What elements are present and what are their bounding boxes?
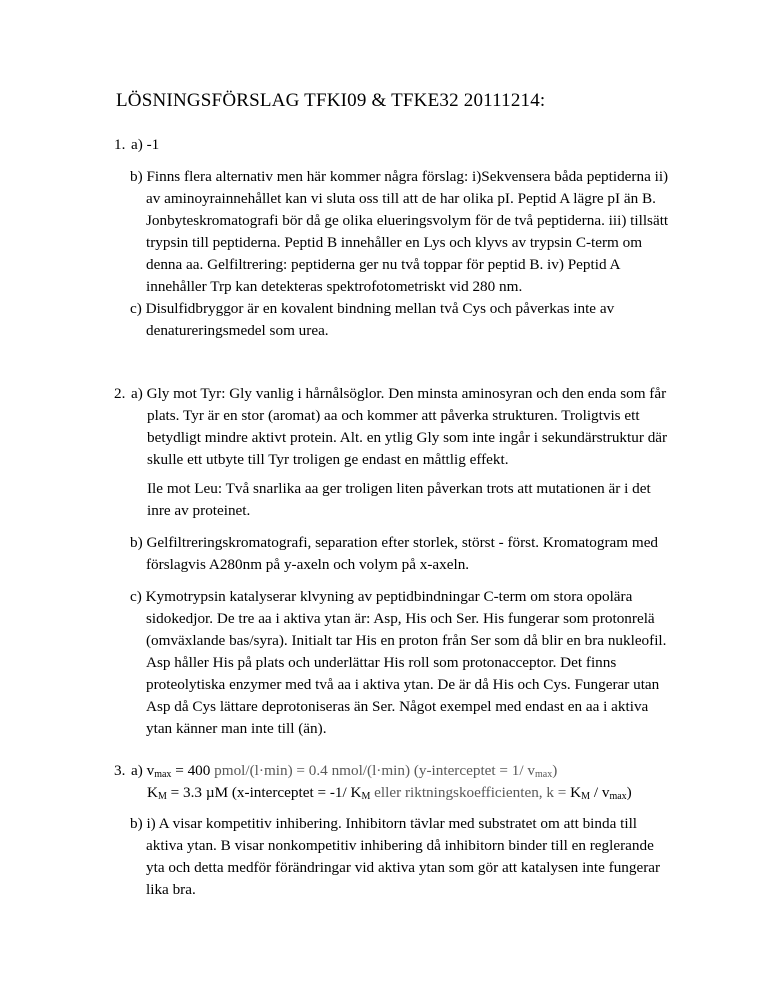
q3-a-line2: $K_M = 3.3$ µM (x-interceptet = -1/ $K_M$ eller riktningskoefficienten, $k = K_M / v_{max}$) [147, 784, 632, 802]
q1-number: 1. [114, 136, 126, 153]
q3-b: b) i) A visar kompetitiv inhibering. Inhibitorn tävlar med substratet om att binda till aktiva ytan. B visar nonkompetitiv inhibering då inhibitorn binder till en reglerande yta och detta medför förändringar vid aktiva ytan som gör att katalysen inte fungerar lika bra. [130, 815, 661, 898]
q2-a-leu: Ile mot Leu: Två snarlika aa ger troligen liten påverkan trots att mutationen är i det inre av proteinet. [147, 480, 651, 519]
q3-number: 3. [114, 762, 126, 779]
q3-a-line1: a) $v_{max} = 400$ pmol/(l·min) = 0.4 nmol/(l·min) (y-interceptet = 1/ $v_{max}$) [131, 762, 558, 780]
q2-number: 2. [114, 385, 126, 402]
vmax-value: pmol/(l·min) = 0.4 nmol/(l·min) (y-interceptet = 1/ [214, 762, 528, 779]
page-title: LÖSNINGSFÖRSLAG TFKI09 & TFKE32 20111214: [116, 90, 546, 111]
q1-b: b) Finns flera alternativ men här kommer några förslag: i)Sekvensera båda peptiderna ii) av aminoyrainnehållet kan vi sluta oss till att de har olika pI. Peptid A lägre pI än B. Jonbyteskromatografi bör då ge olika elueringsvolym för de två peptiderna. iii) tillsätt trypsin till peptiderna. Peptid B innehåller en Lys och klyvs av trypsin C-term om denna aa. Gelfiltrering: peptiderna ger nu två toppar för peptid B. iv) Peptid A innehåller Trp kan detekteras spektrofotometriskt vid 280 nm. [130, 168, 669, 295]
q1-a: a) -1 [131, 136, 160, 153]
q2-c: c) Kymotrypsin katalyserar klvyning av peptidbindningar C-term om stora opolära sidokedjor. De tre aa i aktiva ytan är: Asp, His och Ser. His fungerar som protonrelä (omväxlande bas/syra). Initialt tar His en proton från Ser som då blir en bra nukleofil. Asp håller His på plats och underlättar His roll som protonacceptor. Det finns proteolytiska enzymer med två aa i aktiva ytan. De är då His och Cys. Fungerar utan Asp då Cys lättare deprotoniseras än Ser. Något exempel med endast en aa i aktiva ytan känner man inte till (än). [130, 588, 667, 737]
q1-c: c) Disulfidbryggor är en kovalent bindning mellan två Cys och påverkas inte av denatureringsmedel som urea. [130, 300, 615, 339]
q2-b: b) Gelfiltreringskromatografi, separation efter storlek, störst - först. Kromatogram med förslagvis A280nm på y-axeln och volym på x-axeln. [130, 534, 659, 573]
q2-a: a) Gly mot Tyr: Gly vanlig i hårnålsöglor. Den minsta aminosyran och den enda som får plats. Tyr är en stor (aromat) aa och kommer att påverka strukturen. Troligtvis ett betydligt mindre aktivt protein. Alt. en ytlig Gly som inte ingår i sekundärstruktur där skulle ett utbyte till Tyr troligen ge endast en måttlig effekt. [131, 385, 668, 468]
